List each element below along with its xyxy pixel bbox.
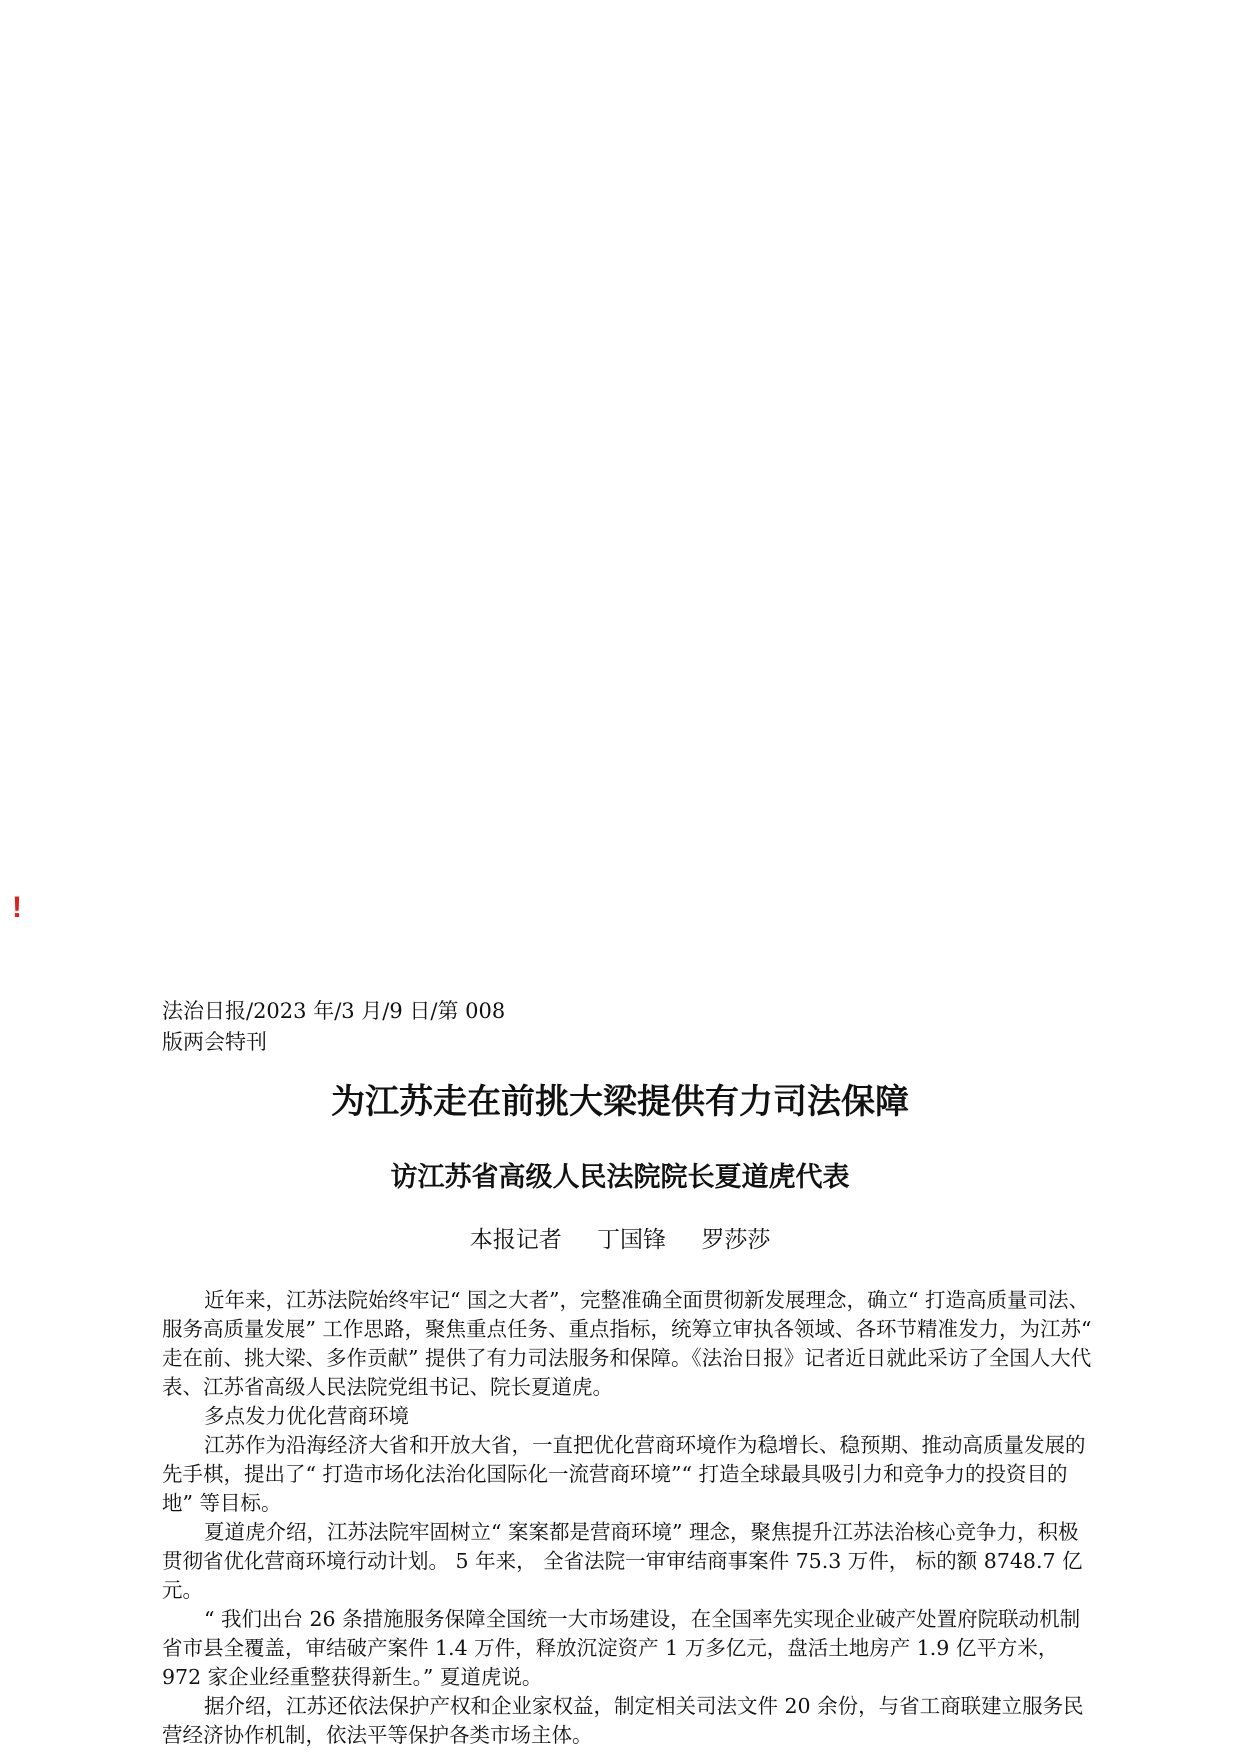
byline-author-1: 丁国锋 <box>597 1227 666 1253</box>
byline-prefix: 本报记者 <box>469 1227 562 1253</box>
publication-line-1: 法治日报/2023 年/3 月/9 日/第 008 <box>162 999 506 1023</box>
section-heading: 多点发力优化营商环境 <box>204 1404 409 1428</box>
article-subtitle: 访江苏省高级人民法院院长夏道虎代表 <box>390 1162 850 1193</box>
publication-info <box>162 996 662 1058</box>
paragraph-3: 夏道虎介绍，江苏法院牢固树立“ 案案都是营商环境” 理念，聚焦提升江苏法治核心竞争力，积极贯彻省优化营商环境行动计划。 5 年来， 全省法院一审审结商事案件 75.3 万件， 标的额 8748.7 亿元。 <box>162 1520 1083 1602</box>
byline <box>0 1224 1240 1256</box>
article-title: 为江苏走在前挑大梁提供有力司法保障 <box>331 1082 909 1122</box>
publication-line-2: 版两会特刊 <box>162 1030 267 1054</box>
paragraph-1: 近年来，江苏法院始终牢记“ 国之大者”，完整准确全面贯彻新发展理念，确立“ 打造高质量司法、服务高质量发展” 工作思路，聚焦重点任务、重点指标，统筹立审执各领域、各环节精准发力，为江苏“ 走在前、挑大梁、多作贡献” 提供了有力司法服务和保障。《法治日报》记者近日就此采访了全国人大代表、江苏省高级人民法院党组书记、院长夏道虎。 <box>162 1288 1092 1399</box>
article-body <box>162 1286 1092 1750</box>
paragraph-2: 江苏作为沿海经济大省和开放大省，一直把优化营商环境作为稳增长、稳预期、推动高质量发展的先手棋，提出了“ 打造市场化法治化国际化一流营商环境”“ 打造全球最具吸引力和竞争力的投资目的地” 等目标。 <box>162 1433 1086 1515</box>
paragraph-4: “ 我们出台 26 条措施服务保障全国统一大市场建设，在全国率先实现企业破产处置府院联动机制省市县全覆盖，审结破产案件 1.4 万件，释放沉淀资产 1 万多亿元，盘活土地房产 1.9 亿平方米，972 家企业经重整获得新生。” 夏道虎说。 <box>162 1607 1081 1689</box>
paragraph-5: 据介绍，江苏还依法保护产权和企业家权益，制定相关司法文件 20 余份，与省工商联建立服务民营经济协作机制，依法平等保护各类市场主体。 <box>162 1694 1084 1747</box>
byline-author-2: 罗莎莎 <box>701 1227 771 1253</box>
warning-mark: ! <box>12 891 22 924</box>
